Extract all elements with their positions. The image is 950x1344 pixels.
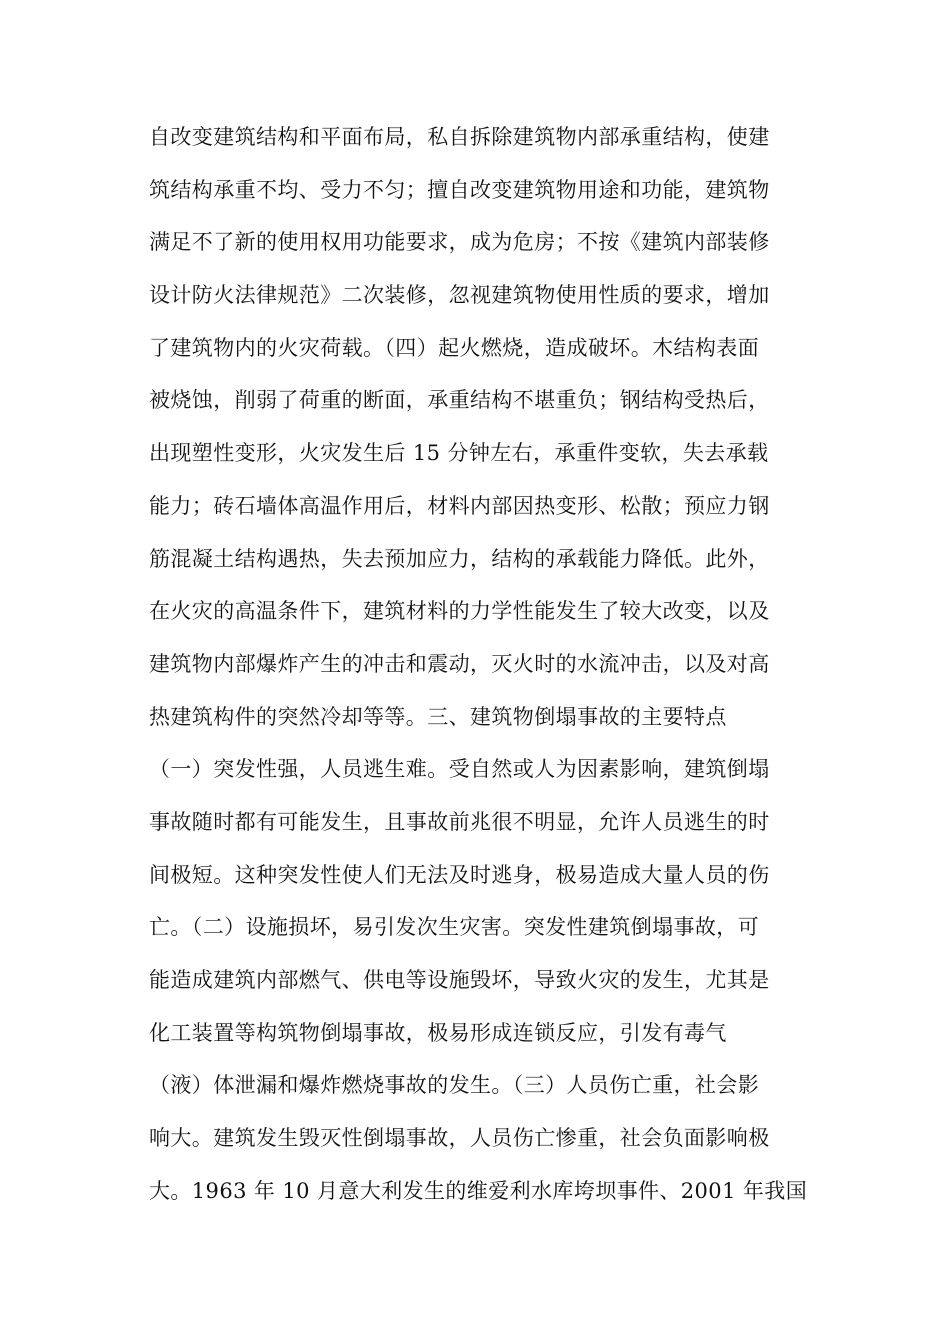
text-line: 筋混凝土结构遇热，失去预加应力，结构的承载能力降低。此外， — [149, 546, 770, 571]
body-text — [149, 117, 809, 1223]
text-line: 在火灾的高温条件下，建筑材料的力学性能发生了较大改变，以及 — [149, 599, 770, 624]
text-line: 事故随时都有可能发生，且事故前兆很不明显，允许人员逃生的时 — [149, 809, 770, 834]
text-line: 大。1963 年 10 月意大利发生的维爱利水库垮坝事件、2001 年我国 — [149, 1178, 808, 1203]
text-line: 响大。建筑发生毁灭性倒塌事故，人员伤亡惨重，社会负面影响极 — [149, 1126, 770, 1151]
text-line: （一）突发性强，人员逃生难。受自然或人为因素影响，建筑倒塌 — [149, 757, 770, 782]
text-line: 筑结构承重不均、受力不匀；擅自改变建筑物用途和功能，建筑物 — [149, 177, 770, 202]
text-line: 化工装置等构筑物倒塌事故，极易形成连锁反应，引发有毒气 — [149, 1020, 727, 1045]
text-line: （液）体泄漏和爆炸燃烧事故的发生。（三）人员伤亡重，社会影 — [149, 1073, 760, 1098]
text-line: 满足不了新的使用权用功能要求，成为危房；不按《建筑内部装修 — [149, 230, 770, 255]
text-line: 建筑物内部爆炸产生的冲击和震动，灭火时的水流冲击，以及对高 — [149, 651, 770, 676]
text-line: 被烧蚀，削弱了荷重的断面，承重结构不堪重负；钢结构受热后， — [149, 388, 770, 413]
text-line: 自改变建筑结构和平面布局，私自拆除建筑物内部承重结构，使建 — [149, 125, 770, 149]
text-line: 间极短。这种突发性使人们无法及时逃身，极易造成大量人员的伤 — [149, 862, 770, 887]
text-line: 能力；砖石墙体高温作用后，材料内部因热变形、松散；预应力钢 — [149, 493, 770, 518]
text-line: 了建筑物内的火灾荷载。（四）起火燃烧，造成破坏。木结构表面 — [149, 335, 760, 360]
text-line: 设计防火法律规范》二次装修，忽视建筑物使用性质的要求，增加 — [149, 283, 770, 308]
text-line: 能造成建筑内部燃气、供电等设施毁坏，导致火灾的发生，尤其是 — [149, 968, 770, 992]
text-line: 亡。（二）设施损坏，易引发次生灾害。突发性建筑倒塌事故，可 — [149, 915, 760, 940]
text-line: 出现塑性变形，火灾发生后 15 分钟左右，承重件变软，失去承载 — [149, 441, 769, 466]
text-line: 热建筑构件的突然冷却等等。三、建筑物倒塌事故的主要特点 — [149, 704, 727, 729]
